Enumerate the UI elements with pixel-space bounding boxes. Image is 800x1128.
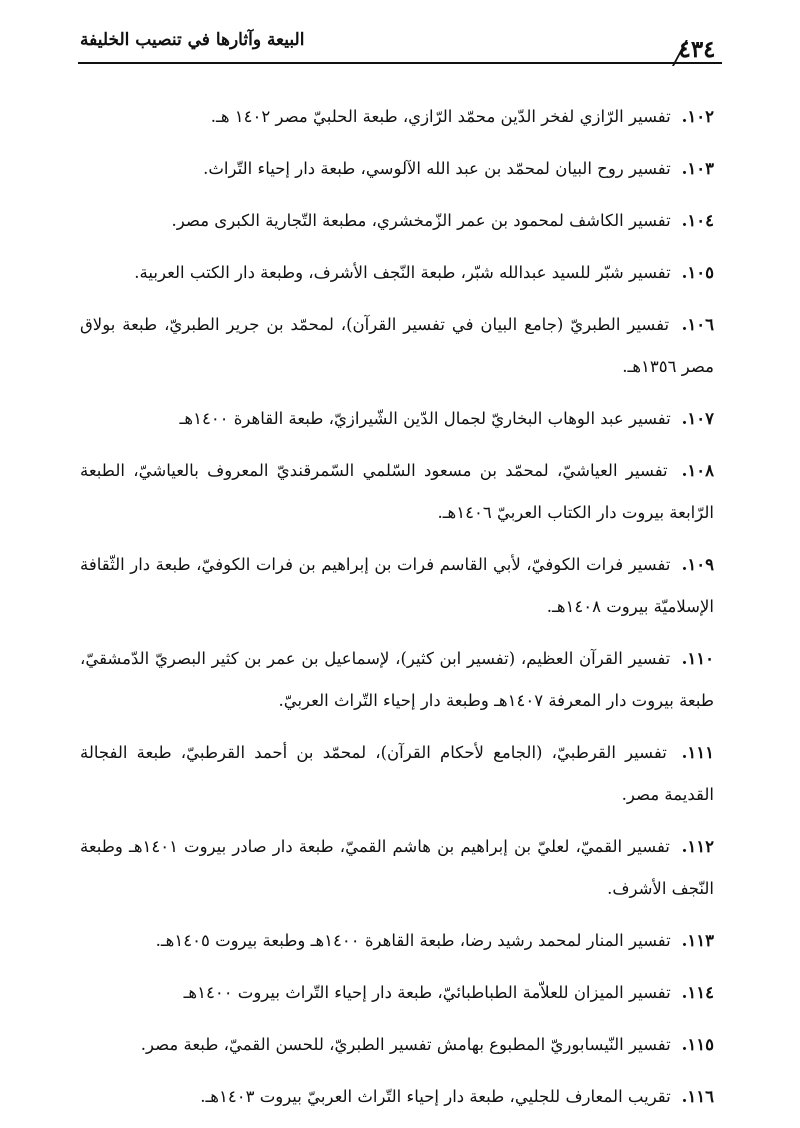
- reference-item: [80, 638, 714, 722]
- reference-text: تفسير عبد الوهاب البخاريّ لجمال الدّين الشّيرازيّ، طبعة القاهرة ١٤٠٠هـ: [179, 409, 671, 428]
- running-title: البيعة وآثارها في تنصيب الخليفة: [80, 30, 305, 50]
- reference-text: تفسير العياشيّ، لمحمّد بن مسعود السّلمي السّمرقنديّ المعروف بالعياشيّ، الطبعة الرّابعة بيروت دار الكتاب العربيّ ١٤٠٦هـ.: [80, 461, 714, 522]
- reference-item: [80, 450, 714, 534]
- reference-number: ١٠٧.: [681, 409, 714, 428]
- reference-text: تفسير الكاشف لمحمود بن عمر الزّمخشري، مطبعة التّجارية الكبرى مصر.: [171, 211, 671, 230]
- reference-number: ١٠٨.: [681, 461, 714, 480]
- reference-text: تفسير روح البيان لمحمّد بن عبد الله الآلوسي، طبعة دار إحياء التّراث.: [203, 159, 671, 178]
- reference-number: ١٠٣.: [681, 159, 714, 178]
- reference-list: [80, 96, 714, 1128]
- reference-text: تفسير الميزان للعلاّمة الطباطبائيّ، طبعة دار إحياء التّراث بيروت ١٤٠٠هـ: [183, 983, 671, 1002]
- reference-item: [80, 1076, 714, 1118]
- reference-text: تفسير القرطبيّ، (الجامع لأحكام القرآن)، لمحمّد بن أحمد القرطبيّ، طبعة الفجالة القديمة مصر.: [80, 743, 714, 804]
- reference-text: تفسير القرآن العظيم، (تفسير ابن كثير)، لإسماعيل بن عمر بن كثير البصريّ الدّمشقيّ، طبعة بيروت دار المعرفة ١٤٠٧هـ وطبعة دار إحياء التّراث العربيّ.: [80, 649, 714, 710]
- reference-number: ١١٤.: [681, 983, 714, 1002]
- reference-text: تفسير الطبريّ (جامع البيان في تفسير القرآن)، لمحمّد بن جرير الطبريّ، طبعة بولاق مصر ١٣٥٦هـ.: [80, 315, 714, 376]
- reference-number: ١٠٢.: [681, 107, 714, 126]
- reference-number: ١٠٥.: [681, 263, 714, 282]
- reference-text: تفسير فرات الكوفيّ، لأبي القاسم فرات بن إبراهيم بن فرات الكوفيّ، طبعة دار الثّقافة الإسلاميّة بيروت ١٤٠٨هـ.: [80, 555, 714, 616]
- reference-item: [80, 96, 714, 138]
- page-header: [0, 0, 800, 72]
- reference-item: [80, 920, 714, 962]
- header-rule: [78, 62, 672, 64]
- reference-item: [80, 398, 714, 440]
- reference-text: تقريب المعارف للجليي، طبعة دار إحياء التّراث العربيّ بيروت ١٤٠٣هـ.: [200, 1087, 671, 1106]
- reference-text: تفسير شبّر للسيد عبدالله شبّر، طبعة النّجف الأشرف، وطبعة دار الكتب العربية.: [134, 263, 671, 282]
- reference-number: ١٠٩.: [681, 555, 714, 574]
- reference-number: ١١٣.: [681, 931, 714, 950]
- reference-item: [80, 148, 714, 190]
- reference-item: [80, 544, 714, 628]
- reference-item: [80, 972, 714, 1014]
- reference-item: [80, 732, 714, 816]
- page-number: ٤٣٤: [672, 38, 722, 64]
- reference-text: تفسير النّيسابوريّ المطبوع بهامش تفسير الطبريّ، للحسن القميّ، طبعة مصر.: [140, 1035, 671, 1054]
- reference-text: تفسير القميّ، لعليّ بن إبراهيم بن هاشم القميّ، طبعة دار صادر بيروت ١٤٠١هـ وطبعة النّجف الأشرف.: [80, 837, 714, 898]
- reference-number: ١١٦.: [681, 1087, 714, 1106]
- reference-item: [80, 1024, 714, 1066]
- reference-number: ١٠٦.: [681, 315, 714, 334]
- reference-item: [80, 826, 714, 910]
- reference-item: [80, 252, 714, 294]
- reference-number: ١١٢.: [681, 837, 714, 856]
- reference-number: ١٠٤.: [681, 211, 714, 230]
- reference-text: تفسير المنار لمحمد رشيد رضا، طبعة القاهرة ١٤٠٠هـ وطبعة بيروت ١٤٠٥هـ.: [155, 931, 671, 950]
- reference-number: ١١٥.: [681, 1035, 714, 1054]
- reference-item: [80, 304, 714, 388]
- reference-number: ١١١.: [681, 743, 715, 762]
- reference-number: ١١٠.: [681, 649, 714, 668]
- reference-item: [80, 200, 714, 242]
- reference-text: تفسير الرّازي لفخر الدّين محمّد الرّازي، طبعة الحلبيّ مصر ١٤٠٢ هـ.: [210, 107, 671, 126]
